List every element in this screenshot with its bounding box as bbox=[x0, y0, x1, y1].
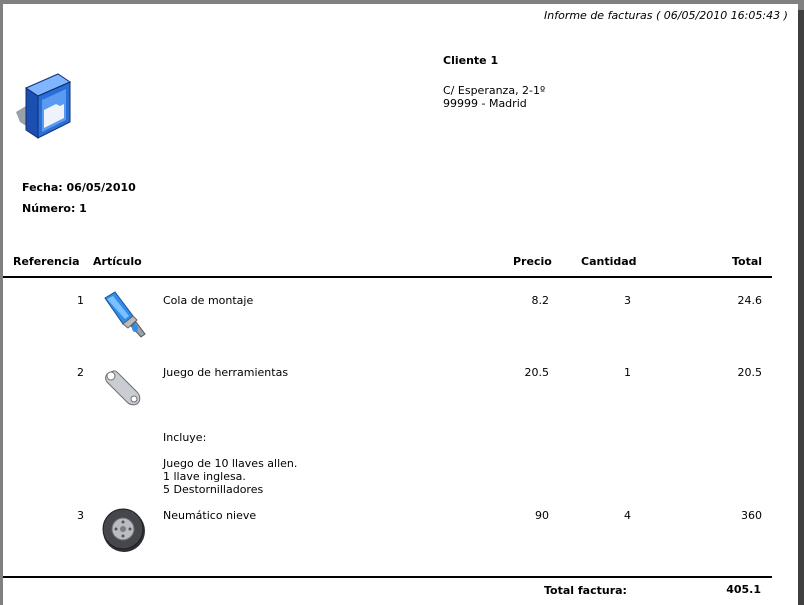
header-rule bbox=[3, 276, 772, 278]
report-page bbox=[3, 4, 798, 605]
invoice-number: Número: 1 bbox=[22, 202, 87, 215]
row-cantidad: 3 bbox=[624, 294, 631, 307]
row-total: 24.6 bbox=[737, 294, 762, 307]
header-articulo: Artículo bbox=[93, 255, 142, 268]
row-cantidad: 4 bbox=[624, 509, 631, 522]
row-ref: 1 bbox=[77, 294, 84, 307]
invoice-date: Fecha: 06/05/2010 bbox=[22, 181, 136, 194]
client-address-line2: 99999 - Madrid bbox=[443, 97, 527, 110]
wrench-icon bbox=[103, 368, 147, 411]
row-total: 20.5 bbox=[737, 366, 762, 379]
row-item: Juego de herramientas bbox=[163, 366, 289, 379]
header-total: Total bbox=[732, 255, 763, 268]
row-cantidad: 1 bbox=[624, 366, 631, 379]
header-referencia: Referencia bbox=[13, 255, 80, 268]
page-shadow bbox=[798, 10, 804, 605]
row-ref: 2 bbox=[77, 366, 84, 379]
row-total: 360 bbox=[741, 509, 762, 522]
report-title: Informe de facturas ( 06/05/2010 16:05:43 ) bbox=[544, 9, 788, 22]
header-precio: Precio bbox=[513, 255, 552, 268]
row-note: Juego de 10 llaves allen. bbox=[163, 457, 298, 470]
row-precio: 20.5 bbox=[524, 366, 549, 379]
total-label: Total factura: bbox=[544, 584, 627, 597]
total-value: 405.1 bbox=[726, 583, 761, 596]
client-name: Cliente 1 bbox=[443, 54, 499, 67]
header-cantidad: Cantidad bbox=[581, 255, 637, 268]
client-address-line1: C/ Esperanza, 2-1º bbox=[443, 84, 546, 97]
row-precio: 8.2 bbox=[531, 294, 549, 307]
row-precio: 90 bbox=[535, 509, 549, 522]
glue-tube-icon bbox=[101, 290, 147, 341]
row-note: 5 Destornilladores bbox=[163, 483, 264, 496]
row-note: Incluye: bbox=[163, 431, 207, 444]
footer-rule bbox=[3, 576, 772, 578]
row-item: Cola de montaje bbox=[163, 294, 254, 307]
row-note: 1 llave inglesa. bbox=[163, 470, 246, 483]
row-item: Neumático nieve bbox=[163, 509, 257, 522]
box-logo-icon bbox=[14, 70, 74, 145]
row-ref: 3 bbox=[77, 509, 84, 522]
tire-icon bbox=[101, 507, 147, 556]
